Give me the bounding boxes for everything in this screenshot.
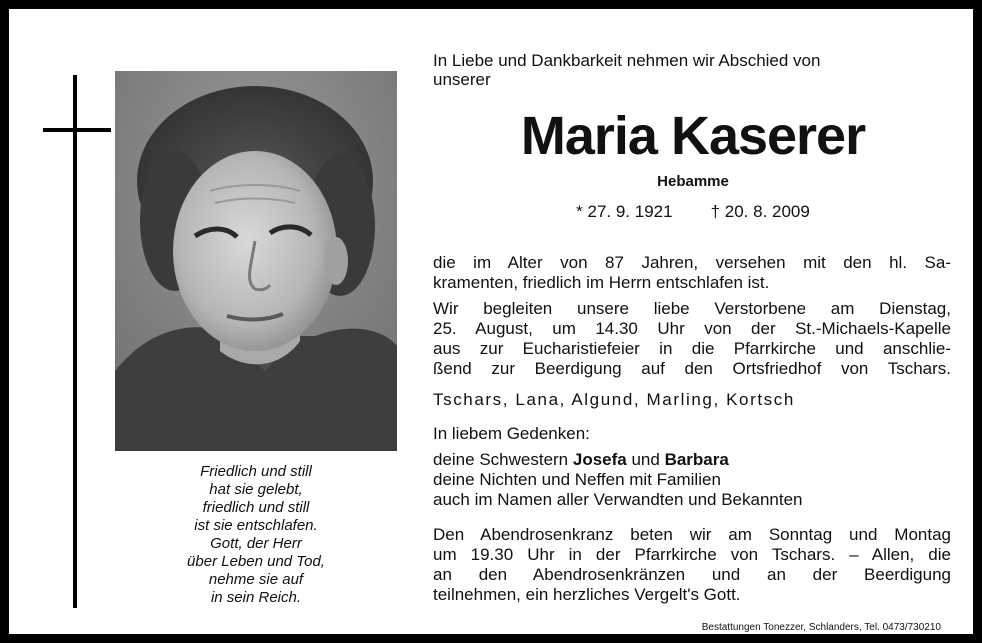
memory-and: und — [626, 450, 665, 469]
poem-line: nehme sie auf — [208, 571, 304, 588]
memory-sisters — [433, 450, 953, 470]
paragraph-line: 25. August, um 14.30 Uhr von der St.-Michaels-Kapelle — [433, 319, 951, 338]
paragraph-line: um 19.30 Uhr in der Pfarrkirche von Tschars. – Allen, die — [433, 545, 951, 564]
memory-section — [433, 424, 953, 510]
portrait-photo — [115, 71, 397, 451]
paragraph-line: Den Abendrosenkranz beten wir am Sonntag und Montag — [433, 525, 951, 544]
sister-name: Barbara — [664, 450, 729, 469]
cross-vertical-bar — [73, 75, 77, 608]
funeral-home-footer: Bestattungen Tonezzer, Schlanders, Tel. 0473/730210 — [701, 622, 941, 633]
memory-line: auch im Namen aller Verwandten und Bekannten — [433, 490, 803, 509]
sister-name: Josefa — [572, 450, 627, 469]
paragraph-rosary — [433, 525, 951, 605]
deceased-profession: Hebamme — [657, 173, 729, 190]
paragraph-line: teilnehmen, ein herzliches Vergelt's Gott. — [433, 585, 741, 604]
paragraph-funeral — [433, 299, 951, 379]
poem-line: friedlich und still — [202, 499, 310, 516]
paragraph-line: die im Alter von 87 Jahren, versehen mit den hl. Sa- — [433, 253, 951, 272]
deceased-name: Maria Kaserer — [520, 106, 866, 166]
paragraph-age — [433, 253, 951, 293]
cross-horizontal-bar — [43, 128, 111, 132]
intro-line: unserer — [433, 70, 491, 89]
intro-line: In Liebe und Dankbarkeit nehmen wir Abschied von — [433, 51, 821, 70]
memory-sisters-prefix: deine Schwestern — [433, 450, 573, 469]
poem-line: Gott, der Herr — [210, 535, 302, 552]
poem-line: hat sie gelebt, — [209, 481, 303, 498]
poem-line: über Leben und Tod, — [187, 553, 325, 570]
memory-line: deine Nichten und Neffen mit Familien — [433, 470, 721, 489]
places-line: Tschars, Lana, Algund, Marling, Kortsch — [433, 390, 795, 409]
paragraph-line: an den Abendrosenkränzen und an der Beerdigung — [433, 565, 951, 584]
paragraph-line: Wir begleiten unsere liebe Verstorbene am Dienstag, — [433, 299, 951, 318]
memory-heading: In liebem Gedenken: — [433, 424, 590, 443]
intro-text — [433, 51, 953, 89]
paragraph-line: ßend zur Beerdigung auf den Ortsfriedhof von Tschars. — [433, 359, 951, 378]
paragraph-line: aus zur Eucharistiefeier in die Pfarrkirche und anschlie- — [433, 339, 951, 358]
life-dates — [433, 202, 953, 222]
birth-date: * 27. 9. 1921 — [576, 202, 673, 221]
poem-line: in sein Reich. — [210, 589, 302, 606]
poem-line: Friedlich und still — [200, 463, 312, 480]
paragraph-line: kramenten, friedlich im Herrn entschlafen ist. — [433, 273, 770, 292]
poem-line: ist sie entschlafen. — [194, 517, 318, 534]
death-date: † 20. 8. 2009 — [710, 202, 810, 221]
poem — [115, 463, 397, 607]
